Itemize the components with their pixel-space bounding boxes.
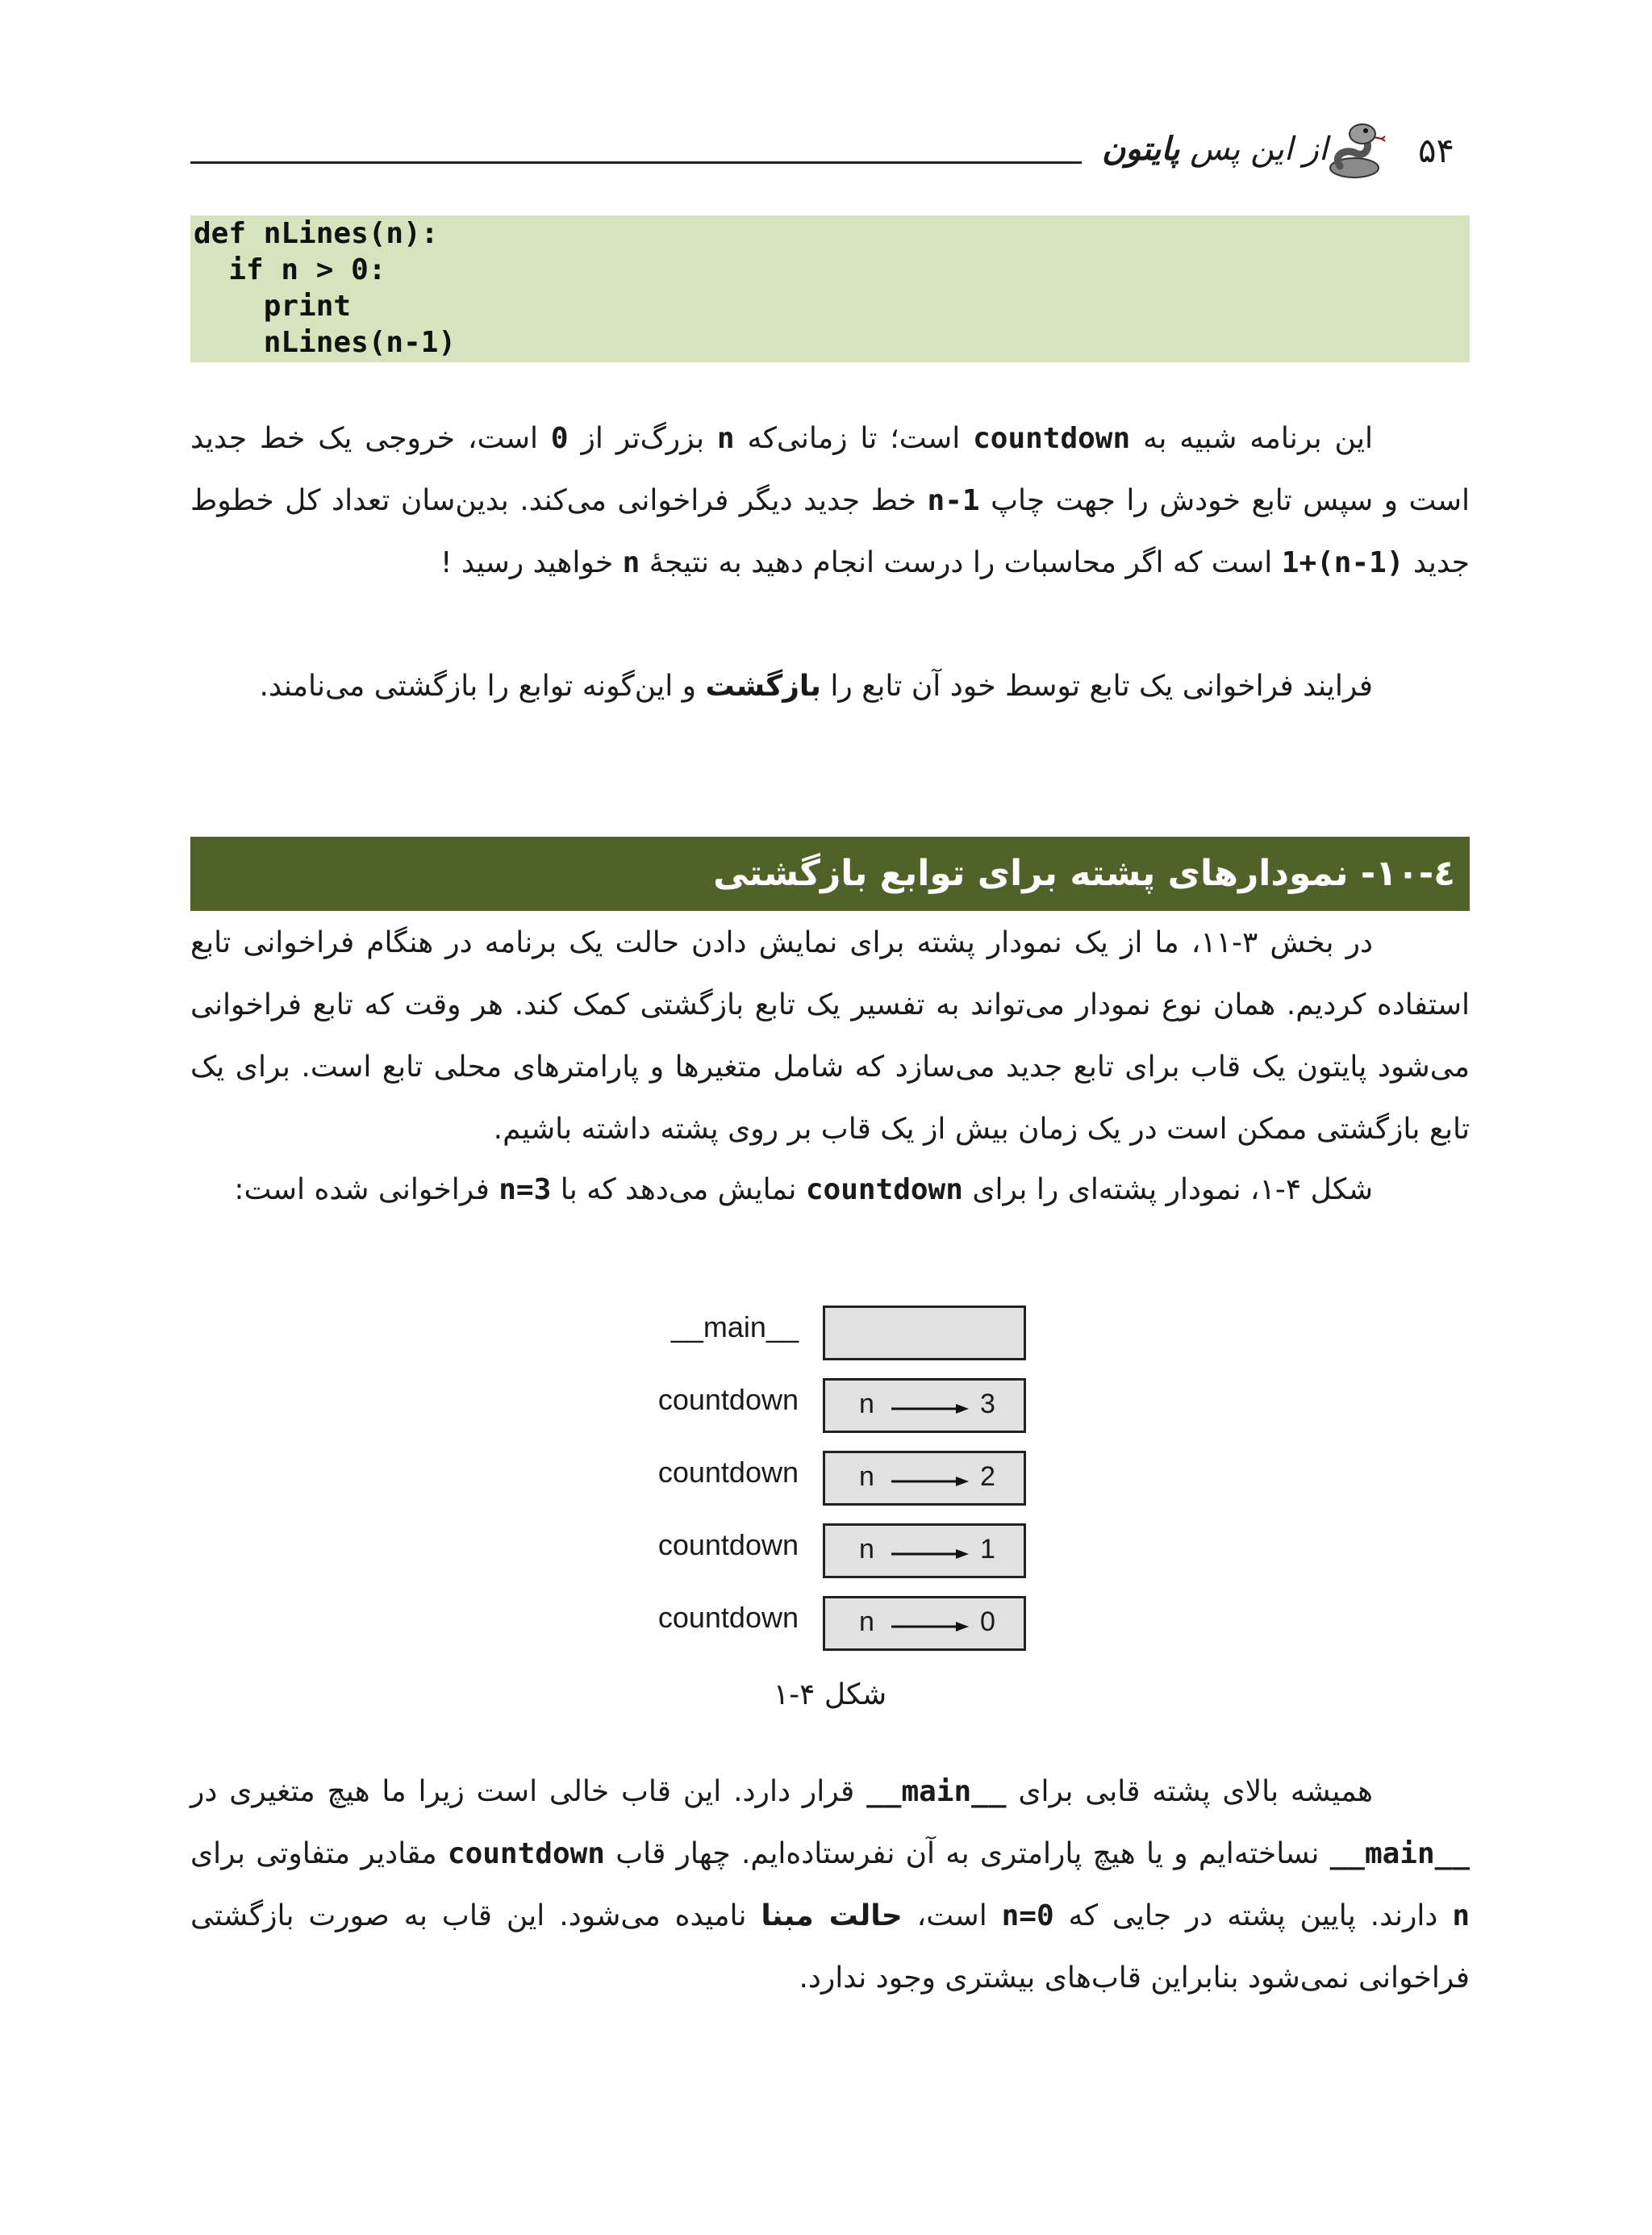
frame-value: 1 [980,1534,995,1564]
frame-label-main: __main__ [670,1310,799,1343]
stack-frame [823,1523,1026,1578]
code-line: nLines(n-1) [194,326,457,359]
term-base-case: حالت مبنا [761,1899,903,1932]
frame-label: countdown [657,1456,799,1489]
figure-caption: شکل ۴-۱ [773,1678,887,1711]
arrow-icon [891,1476,969,1487]
section-heading [190,837,1470,911]
frame-variable: n [859,1534,874,1564]
stack-frame-main [823,1305,1026,1360]
arrow-icon [891,1403,969,1414]
stack-frame [823,1596,1026,1651]
frame-label: countdown [657,1528,799,1561]
page-number: ۵۴ [1418,131,1455,170]
book-title-prefix: از این پس [1190,131,1328,168]
stack-frame [823,1451,1026,1506]
code-line: def nLines(n): [194,217,439,250]
stack-diagram [613,1299,1032,1654]
arrow-icon [891,1548,969,1560]
stack-frame [823,1378,1026,1433]
snake-icon [1324,121,1388,182]
code-line: print [194,290,352,323]
term-recursion: بازگشت [705,670,821,703]
frame-value: 0 [980,1606,995,1637]
frame-label: countdown [657,1383,799,1416]
page-header [190,121,1470,178]
book-title [1102,131,1328,168]
code-line: if n > 0: [194,253,386,286]
paragraph-main-frame: همیشه بالای پشته قابی برای __main__ قرار دارد. این قاب خالی است زیرا ما هیچ متغیری در __main__ نساخته‌ایم و یا هیچ پارامتری به آن نفرستاده‌ایم. چهار قاب countdown مقادیر متفاوتی برای n دارند. پایین پشته در جایی که n=0 است، حالت مبنا نامیده می‌شود. این قاب به صورت بازگشتی فراخوانی نمی‌شود بنابراین قاب‌های بیشتری وجود ندارد. [190,1775,1471,1995]
paragraph-stack-diagram-intro: در بخش ۳-۱۱، ما از یک نمودار پشته برای نمایش دادن حالت یک برنامه در هنگام فراخوانی تابع استفاده کردیم. همان نوع نمودار می‌تواند به تفسیر یک تابع بازگشتی کمک کند. هر وقت که تابع فراخوانی می‌شود پایتون یک قاب برای تابع جدید می‌سازد که شامل متغیرها و پارامترهای محلی تابع است. برای یک تابع بازگشتی ممکن است در یک زمان بیش از یک قاب بر روی پشته داشته باشیم. [190,926,1470,1146]
frame-label: countdown [657,1601,799,1634]
paragraph-recursion-definition: فرایند فراخوانی یک تابع توسط خود آن تابع را بازگشت و این‌گونه توابع را بازگشتی می‌نامند. [259,670,1373,703]
section-title: ٤-١٠- نمودارهای پشته برای توابع بازگشتی [713,853,1455,894]
paragraph-figure-reference: شکل ۴-۱، نمودار پشته‌ای را برای countdown نمایش می‌دهد که با n=3 فراخوانی شده است: [234,1173,1373,1206]
frame-variable: n [859,1461,874,1492]
frame-variable: n [859,1606,874,1637]
frame-value: 3 [980,1389,995,1419]
header-rule [190,161,1082,164]
book-title-bold: پایتون [1102,131,1180,168]
paragraph-recursion-explanation: این برنامه شبیه به countdown است؛ تا زمانی‌که n بزرگ‌تر از 0 است، خروجی یک خط جدید است و سپس تابع خودش را جهت چاپ n-1 خط جدید دیگر فراخوانی می‌کند. بدین‌سان تعداد کل خطوط جدید 1+(n-1) است که اگر محاسبات را درست انجام دهید به نتیجهٔ n خواهید رسید ! [190,422,1470,579]
arrow-icon [891,1621,969,1632]
frame-variable: n [859,1389,874,1419]
code-block [190,215,1470,362]
frame-value: 2 [980,1461,995,1492]
